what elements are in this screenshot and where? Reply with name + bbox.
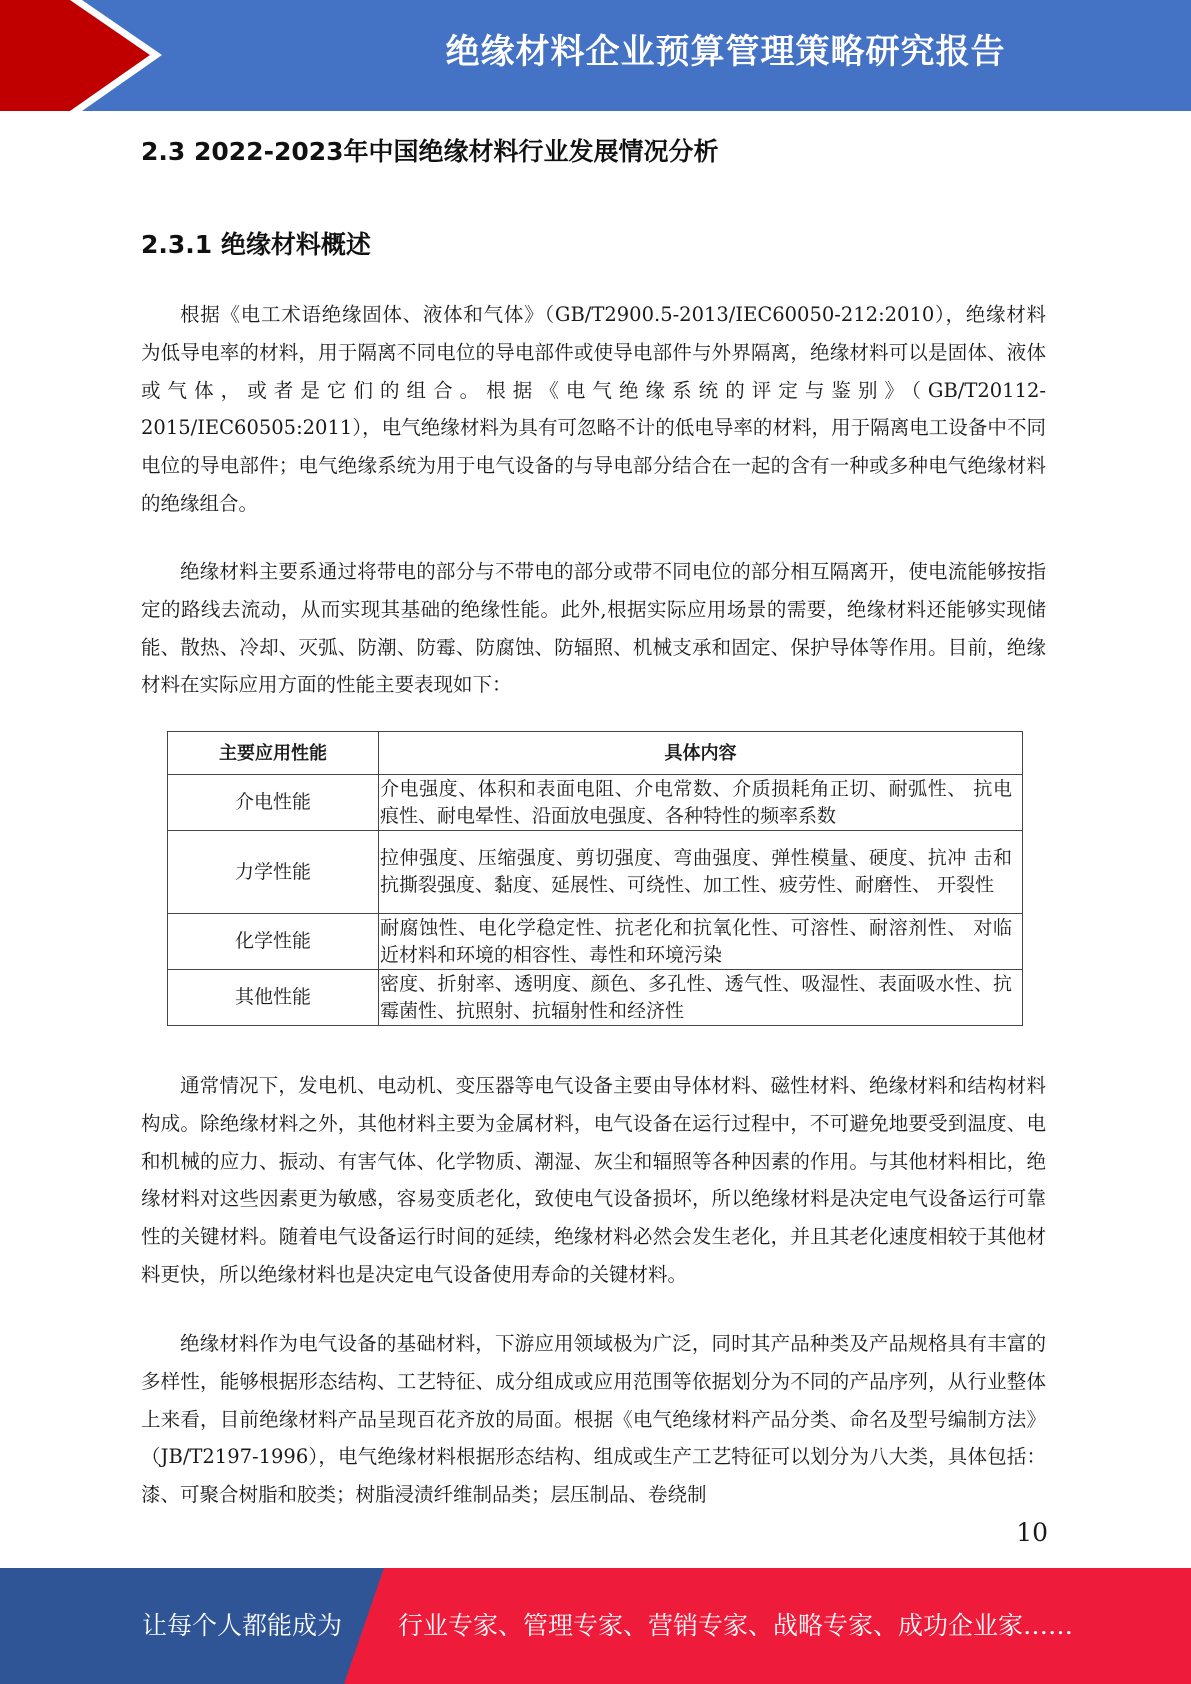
table-cell-content: 耐腐蚀性、电化学稳定性、抗老化和抗氧化性、可溶性、耐溶剂性、 对临近材料和环境的相容性、毒性和环境污染 <box>379 914 1023 970</box>
table-row <box>168 831 1023 914</box>
table-header-row <box>168 732 1023 775</box>
footer-slogan-right: 行业专家、管理专家、营销专家、战略专家、成功企业家…… <box>398 1611 1074 1640</box>
table-row <box>168 775 1023 831</box>
performance-table <box>167 731 1023 1026</box>
table-cell-category: 化学性能 <box>168 914 379 970</box>
footer-band <box>0 1568 1191 1684</box>
header-band <box>0 0 1191 111</box>
footer-slogan-left: 让每个人都能成为 <box>142 1611 343 1640</box>
table-row <box>168 914 1023 970</box>
paragraph: 通常情况下，发电机、电动机、变压器等电气设备主要由导体材料、磁性材料、绝缘材料和结构材料构成。除绝缘材料之外，其他材料主要为金属材料，电气设备在运行过程中，不可避免地要受到温度、电和机械的应力、振动、有害气体、化学物质、潮湿、灰尘和辐照等各种因素的作用。与其他材料相比，绝缘材料对这些因素更为敏感，容易变质老化，致使电气设备损坏，所以绝缘材料是决定电气设备运行可靠性的关键材料。随着电气设备运行时间的延续，绝缘材料必然会发生老化，并且其老化速度相较于其他材料更快，所以绝缘材料也是决定电气设备使用寿命的关键材料。 <box>141 1074 1046 1286</box>
table-header-content: 具体内容 <box>379 732 1023 775</box>
table-cell-content: 介电强度、体积和表面电阻、介电常数、介质损耗角正切、耐弧性、 抗电痕性、耐电晕性、沿面放电强度、各种特性的频率系数 <box>379 775 1023 831</box>
report-title: 绝缘材料企业预算管理策略研究报告 <box>445 32 1006 72</box>
subsection-heading: 2.3.1 绝缘材料概述 <box>141 230 371 259</box>
table-cell-category: 介电性能 <box>168 775 379 831</box>
paragraph: 根据《电工术语绝缘固体、液体和气体》（GB/T2900.5-2013/IEC60050-212:2010），绝缘材料为低导电率的材料，用于隔离不同电位的导电部件或使导电部件与外界隔离，绝缘材料可以是固体、液体或气体，或者是它们的组合。根据《电气绝缘系统的评定与鉴别》（GB/T20112-2015/IEC60505:2011），电气绝缘材料为具有可忽略不计的低电导率的材料，用于隔离电工设备中不同电位的导电部件；电气绝缘系统为用于电气设备的与导电部分结合在一起的含有一种或多种电气绝缘材料的绝缘组合。 <box>141 303 1046 515</box>
table-cell-content: 拉伸强度、压缩强度、剪切强度、弯曲强度、弹性模量、硬度、抗冲 击和抗撕裂强度、黏度、延展性、可绕性、加工性、疲劳性、耐磨性、 开裂性 <box>379 831 1023 914</box>
paragraph: 绝缘材料主要系通过将带电的部分与不带电的部分或带不同电位的部分相互隔离开，使电流能够按指定的路线去流动，从而实现其基础的绝缘性能。此外,根据实际应用场景的需要，绝缘材料还能够实现储能、散热、冷却、灭弧、防潮、防霉、防腐蚀、防辐照、机械支承和固定、保护导体等作用。目前，绝缘材料在实际应用方面的性能主要表现如下： <box>141 560 1046 697</box>
table-cell-category: 其他性能 <box>168 970 379 1026</box>
table-header-category: 主要应用性能 <box>168 732 379 775</box>
table-row <box>168 970 1023 1026</box>
table-cell-content: 密度、折射率、透明度、颜色、多孔性、透气性、吸湿性、表面吸水性、抗霉菌性、抗照射、抗辐射性和经济性 <box>379 970 1023 1026</box>
page-number: 10 <box>1016 1518 1048 1547</box>
paragraph: 绝缘材料作为电气设备的基础材料，下游应用领域极为广泛，同时其产品种类及产品规格具有丰富的多样性，能够根据形态结构、工艺特征、成分组成或应用范围等依据划分为不同的产品序列，从行业整体上来看，目前绝缘材料产品呈现百花齐放的局面。根据《电气绝缘材料产品分类、命名及型号编制方法》（JB/T2197-1996），电气绝缘材料根据形态结构、组成或生产工艺特征可以划分为八大类，具体包括：漆、可聚合树脂和胶类；树脂浸渍纤维制品类；层压制品、卷绕制 <box>141 1332 1046 1507</box>
table-cell-category: 力学性能 <box>168 831 379 914</box>
section-heading: 2.3 2022-2023年中国绝缘材料行业发展情况分析 <box>141 137 719 166</box>
